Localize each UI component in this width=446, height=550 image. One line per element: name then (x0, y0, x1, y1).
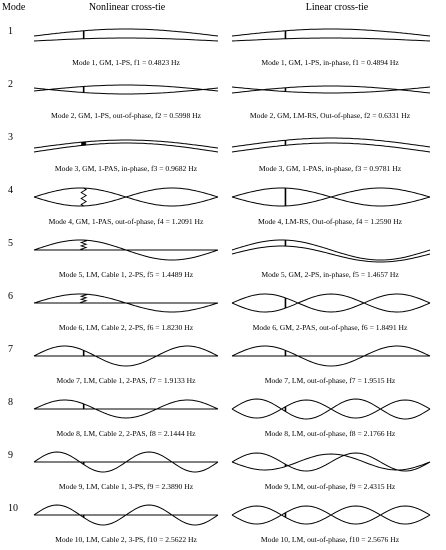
nonlinear-mode-caption: Mode 1, GM, 1-PS, f1 = 0.4823 Hz (72, 58, 180, 67)
linear-mode-caption: Mode 2, GM, LM-RS, Out-of-phase, f2 = 0.6331 Hz (249, 111, 411, 120)
mode-number: 9 (8, 450, 13, 461)
nonlinear-mode-caption: Mode 10, LM, Cable 2, 3-PS, f10 = 2.5622 Hz (55, 535, 197, 544)
nonlinear-mode-caption: Mode 6, LM, Cable 2, 2-PS, f6 = 1.8230 Hz (58, 323, 194, 332)
mode-number: 6 (8, 291, 13, 302)
nonlinear-cross-tie (81, 142, 86, 145)
nonlinear-mode-caption: Mode 7, LM, Cable 1, 2-PAS, f7 = 1.9133 Hz (56, 376, 196, 385)
linear-mode-caption: Mode 4, LM-RS, Out-of-phase, f4 = 1.2590 Hz (257, 217, 403, 226)
linear-cable2-curve (232, 188, 430, 206)
linear-cable1-curve (232, 29, 430, 36)
linear-mode-caption: Mode 5, GM, 2-PS, in-phase, f5 = 1.4657 Hz (261, 270, 399, 279)
linear-mode-caption: Mode 3, GM, 1-PAS, in-phase, f3 = 0.9781 Hz (258, 164, 402, 173)
nonlinear-cable2-curve (34, 88, 218, 94)
mode-number: 4 (8, 185, 13, 196)
nonlinear-cable2-curve (34, 38, 218, 41)
nonlinear-mode-caption: Mode 4, GM, 1-PAS, out-of-phase, f4 = 1.2091 Hz (48, 217, 204, 226)
linear-cable2-curve (232, 400, 430, 418)
linear-cable2-curve (232, 294, 430, 312)
nonlinear-column-header: Nonlinear cross-tie (88, 2, 166, 13)
nonlinear-cable2-curve (34, 188, 218, 206)
linear-cable1-curve (232, 294, 430, 312)
nonlinear-cross-tie (81, 240, 86, 250)
linear-cable2-curve (232, 246, 430, 262)
nonlinear-cable1-curve (34, 85, 218, 91)
linear-cable2-curve (232, 143, 430, 152)
nonlinear-cross-tie (81, 294, 86, 303)
mode-number: 1 (8, 26, 13, 37)
linear-cable2-curve (232, 506, 430, 524)
nonlinear-cross-tie (81, 188, 86, 206)
linear-mode-caption: Mode 9, LM, out-of-phase, f9 = 2.4315 Hz (264, 482, 396, 491)
linear-mode-caption: Mode 7, LM, out-of-phase, f7 = 1.9515 Hz (264, 376, 396, 385)
nonlinear-mode-caption: Mode 2, GM, 1-PS, out-of-phase, f2 = 0.5998 Hz (50, 111, 202, 120)
nonlinear-mode-caption: Mode 9, LM, Cable 1, 3-PS, f9 = 2.3890 Hz (58, 482, 194, 491)
linear-mode-caption: Mode 10, LM, out-of-phase, f10 = 2.5676 Hz (260, 535, 400, 544)
linear-cable2-curve (232, 38, 430, 41)
linear-cable2-curve (232, 87, 430, 93)
linear-cable1-curve (232, 240, 430, 260)
mode-number: 5 (8, 238, 13, 249)
nonlinear-cable1-curve (34, 140, 218, 148)
mode-column-header: Mode (2, 2, 26, 13)
linear-mode-caption: Mode 8, LM, out-of-phase, f8 = 2.1766 Hz (264, 429, 396, 438)
mode-number: 7 (8, 344, 13, 355)
nonlinear-cable1-curve (34, 29, 218, 36)
nonlinear-mode-caption: Mode 3, GM, 1-PAS, in-phase, f3 = 0.9682 Hz (54, 164, 198, 173)
mode-number: 8 (8, 397, 13, 408)
mode-number: 3 (8, 132, 13, 143)
nonlinear-mode-caption: Mode 8, LM, Cable 2, 2-PAS, f8 = 2.1444 Hz (56, 429, 196, 438)
linear-cable1-curve (232, 453, 430, 471)
mode-number: 10 (8, 503, 18, 514)
mode-number: 2 (8, 79, 13, 90)
linear-mode-caption: Mode 6, GM, 2-PAS, out-of-phase, f6 = 1.8491 Hz (252, 323, 408, 332)
linear-column-header: Linear cross-tie (305, 2, 369, 13)
linear-mode-caption: Mode 1, GM, 1-PS, in-phase, f1 = 0.4894 Hz (261, 58, 399, 67)
nonlinear-mode-caption: Mode 5, LM, Cable 1, 2-PS, f5 = 1.4489 Hz (58, 270, 194, 279)
